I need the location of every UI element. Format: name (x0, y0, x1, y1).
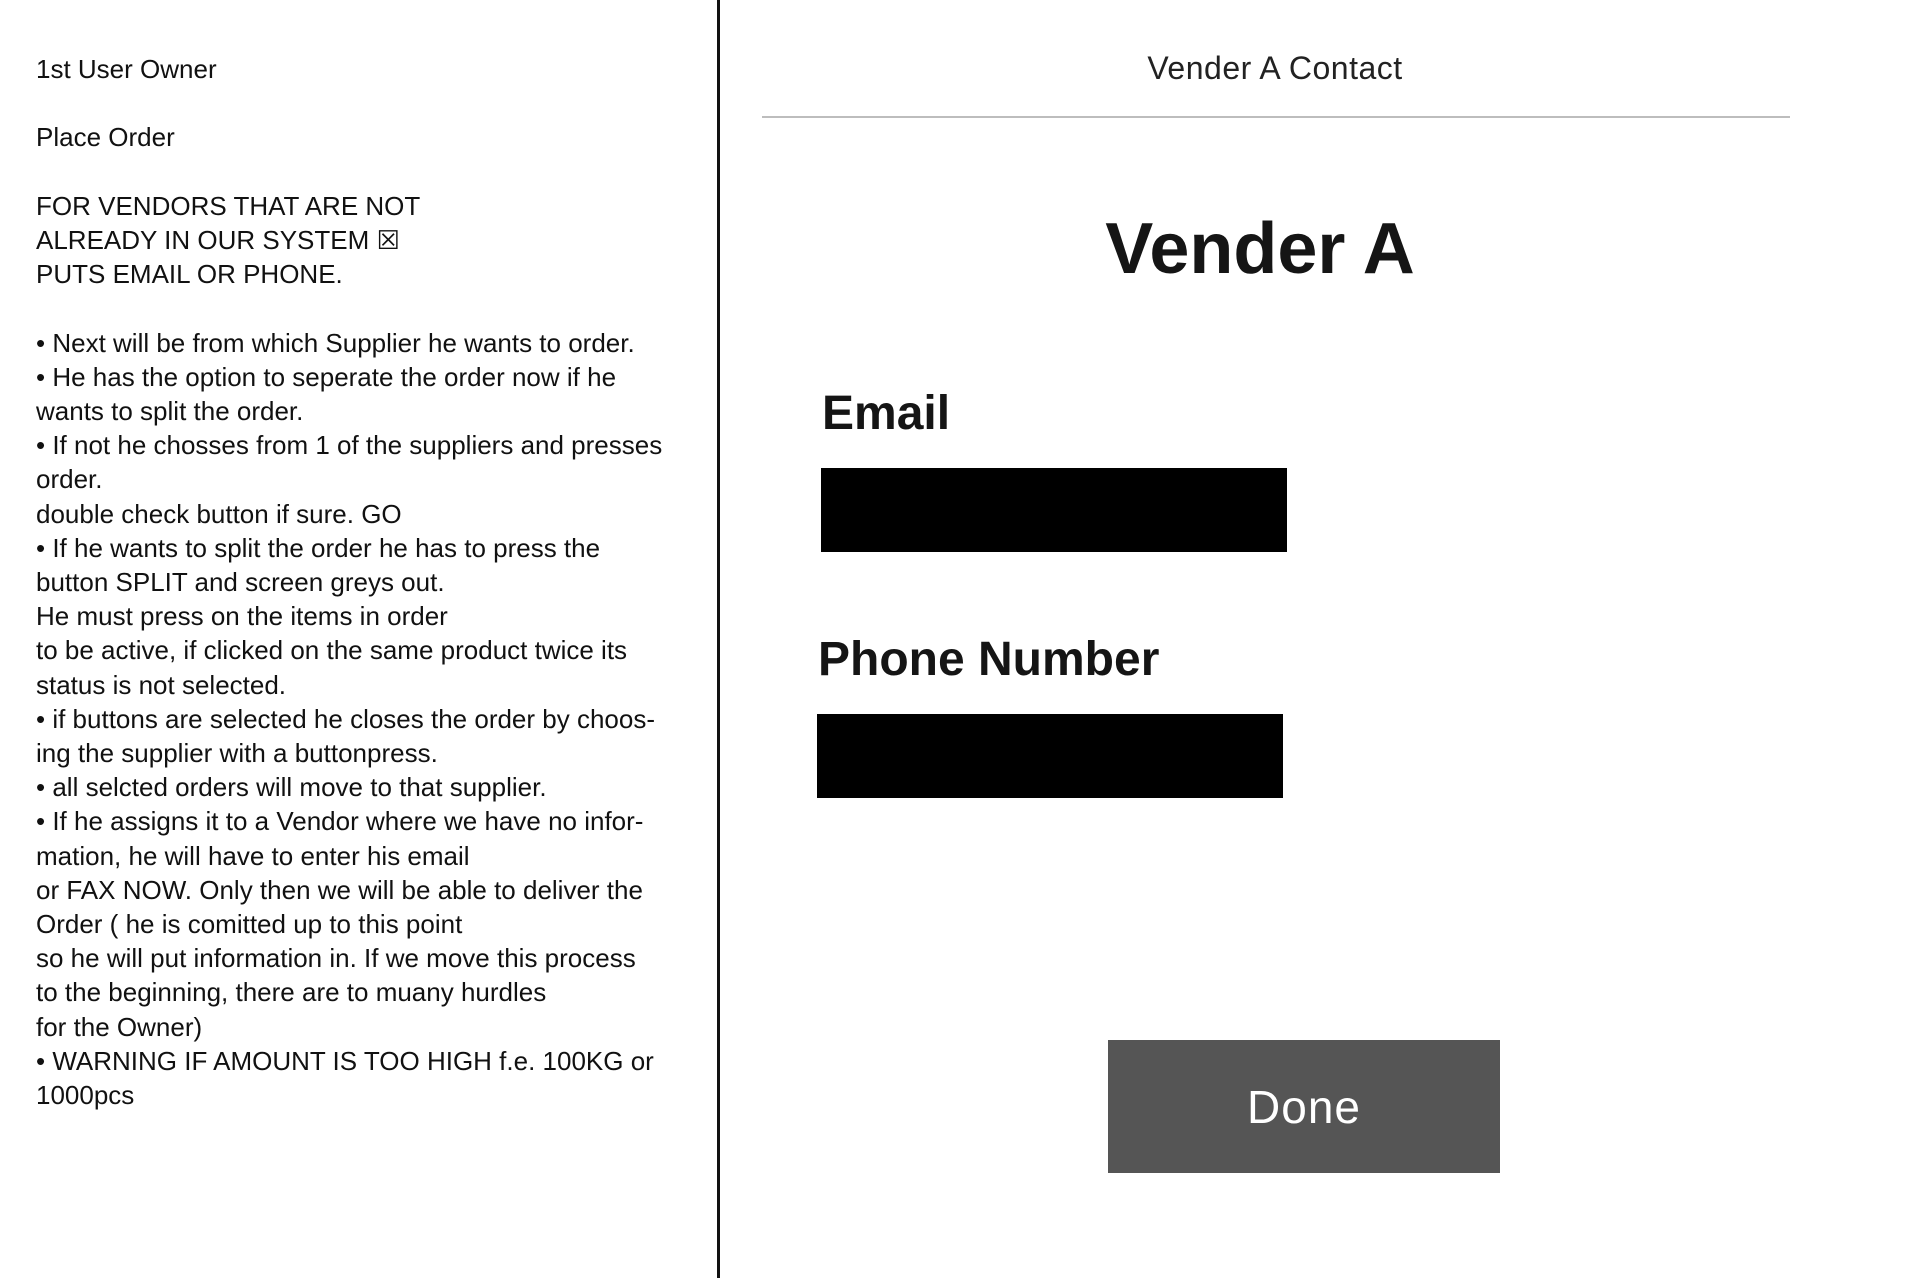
phone-number-label: Phone Number (818, 633, 1160, 686)
email-label: Email (822, 387, 951, 440)
notes-line: ALREADY IN OUR SYSTEM ☒ (36, 224, 400, 255)
notes-line: order. (36, 464, 103, 495)
notes-line: • WARNING IF AMOUNT IS TOO HIGH f.e. 100KG or (36, 1045, 654, 1076)
notes-line: so he will put information in. If we move this process (36, 943, 636, 974)
panel-divider (717, 0, 720, 1278)
notes-line: • He has the option to seperate the order now if he (36, 361, 617, 392)
header-divider (762, 116, 1790, 118)
notes-title: 1st User Owner (36, 54, 217, 84)
notes-line: • Next will be from which Supplier he wants to order. (36, 327, 635, 358)
notes-line: • all selcted orders will move to that supplier. (36, 772, 547, 803)
screen-header-title: Vender A Contact (1147, 50, 1403, 86)
notes-line: • If not he chosses from 1 of the suppliers and presses (36, 430, 663, 461)
notes-line: PUTS EMAIL OR PHONE. (36, 259, 343, 290)
notes-line: • If he wants to split the order he has to press the (36, 532, 601, 563)
email-input[interactable] (821, 468, 1287, 552)
notes-line: for the Owner) (36, 1011, 203, 1042)
notes-line: He must press on the items in order (36, 601, 448, 632)
done-button[interactable]: Done (1108, 1040, 1500, 1173)
phone-number-input[interactable] (817, 714, 1283, 798)
notes-line: • if buttons are selected he closes the order by choos- (36, 703, 655, 734)
annotation-notes (36, 52, 676, 1112)
notes-line: FOR VENDORS THAT ARE NOT (36, 190, 421, 221)
vendor-name-heading: Vender A (1105, 209, 1415, 289)
notes-body (36, 189, 676, 1112)
notes-line: ing the supplier with a buttonpress. (36, 738, 438, 769)
notes-line: • If he assigns it to a Vendor where we have no infor- (36, 806, 644, 837)
notes-line: 1000pcs (36, 1080, 135, 1111)
notes-line: button SPLIT and screen greys out. (36, 567, 445, 597)
notes-line: mation, he will have to enter his email (36, 840, 470, 871)
notes-line: double check button if sure. GO (36, 498, 402, 529)
notes-line: to be active, if clicked on the same product twice its (36, 635, 628, 666)
notes-line: wants to split the order. (36, 395, 304, 426)
notes-line: to the beginning, there are to muany hurdles (36, 977, 547, 1008)
notes-line: Order ( he is comitted up to this point (36, 909, 463, 940)
notes-blank-line (36, 291, 676, 325)
notes-line: or FAX NOW. Only then we will be able to deliver the (36, 874, 643, 905)
notes-subtitle: Place Order (36, 122, 175, 153)
notes-line: status is not selected. (36, 669, 287, 700)
